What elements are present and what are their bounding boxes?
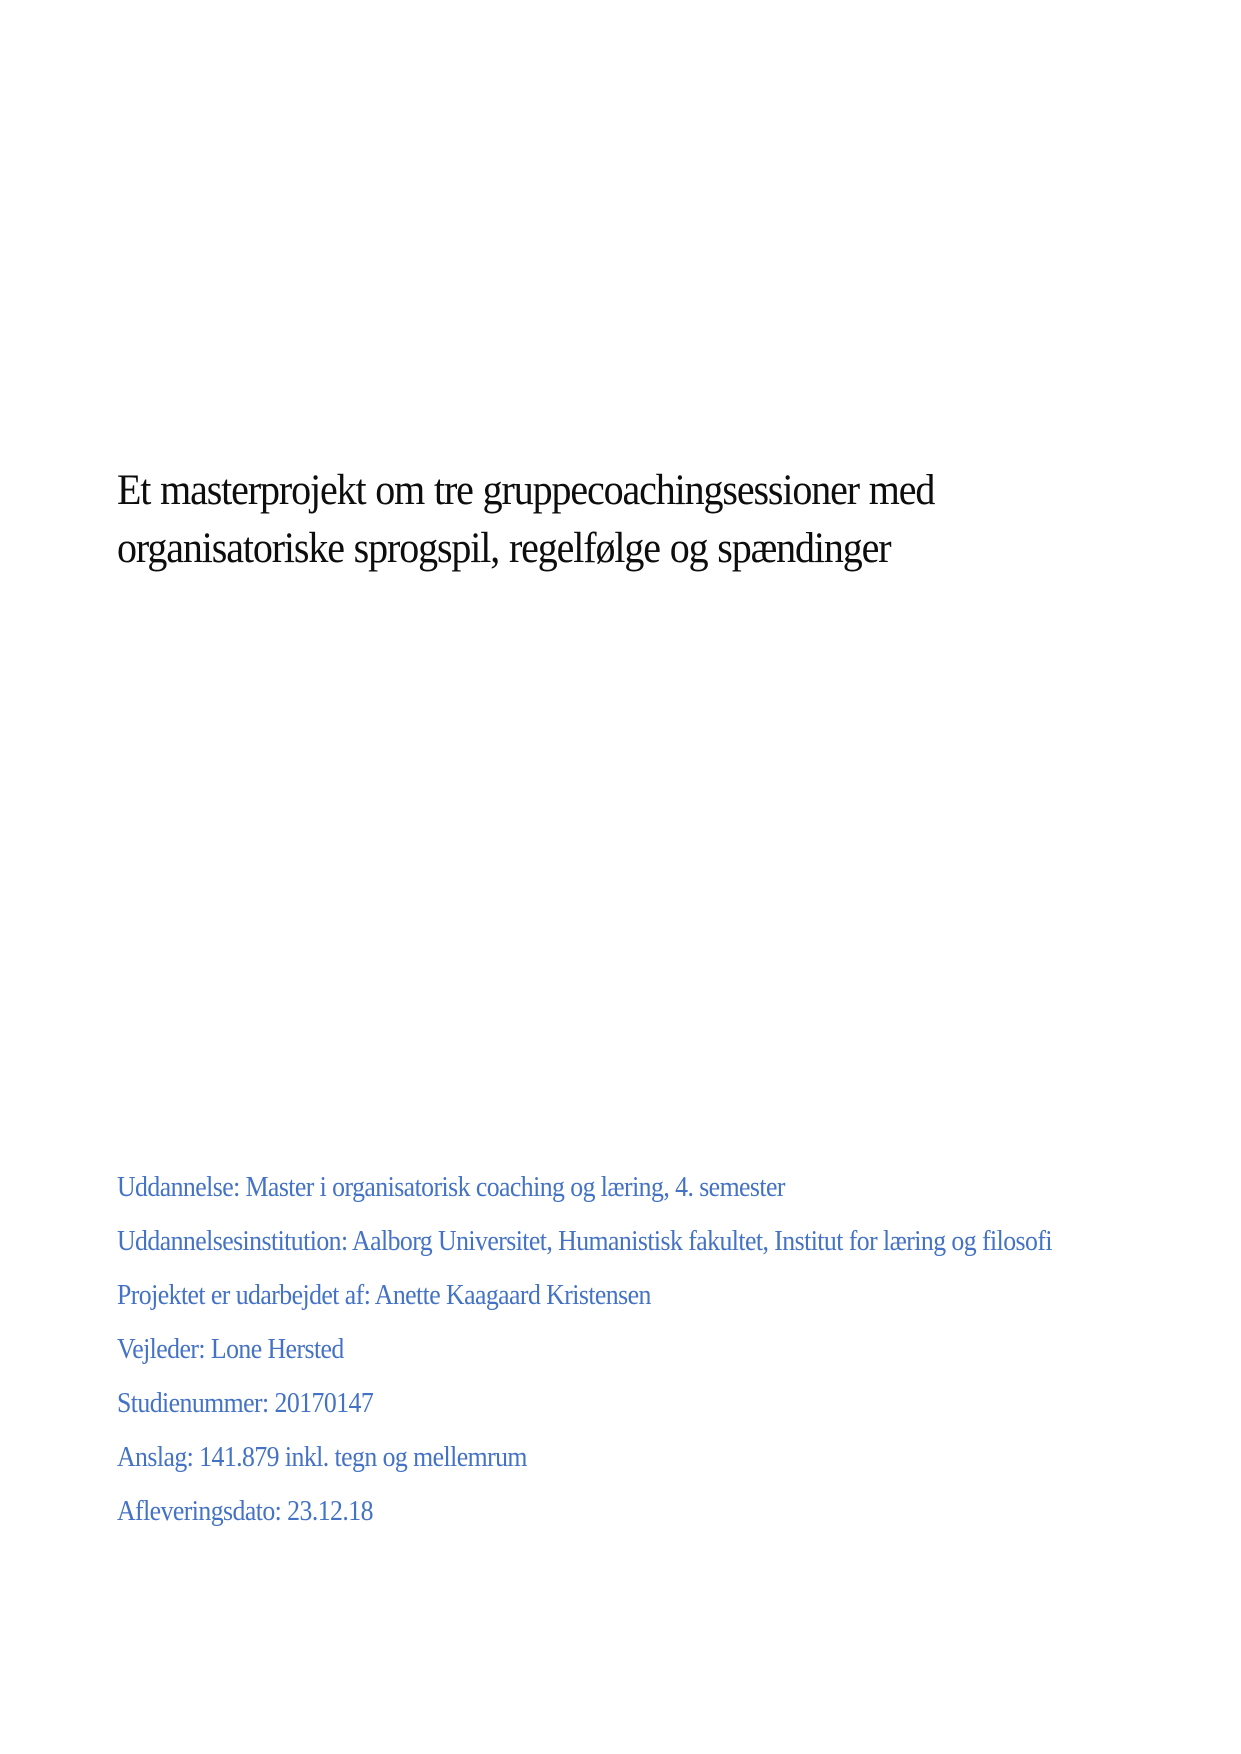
submission-date-line: Afleveringsdato: 23.12.18 bbox=[117, 1496, 373, 1527]
project-info bbox=[117, 1170, 1055, 1548]
document-title bbox=[117, 462, 1066, 578]
institution-line: Uddannelsesinstitution: Aalborg Universitet, Humanistisk fakultet, Institut for læring og filosofi bbox=[117, 1226, 1052, 1257]
education-line: Uddannelse: Master i organisatorisk coaching og læring, 4. semester bbox=[117, 1172, 785, 1203]
author-line: Projektet er udarbejdet af: Anette Kaagaard Kristensen bbox=[117, 1280, 651, 1311]
character-count-line: Anslag: 141.879 inkl. tegn og mellemrum bbox=[117, 1442, 527, 1473]
student-number-line: Studienummer: 20170147 bbox=[117, 1388, 374, 1419]
title-line-1: Et masterprojekt om tre gruppecoachingsessioner med bbox=[117, 467, 935, 514]
title-line-2: organisatoriske sprogspil, regelfølge og spændinger bbox=[117, 525, 891, 572]
supervisor-line: Vejleder: Lone Hersted bbox=[117, 1334, 344, 1365]
